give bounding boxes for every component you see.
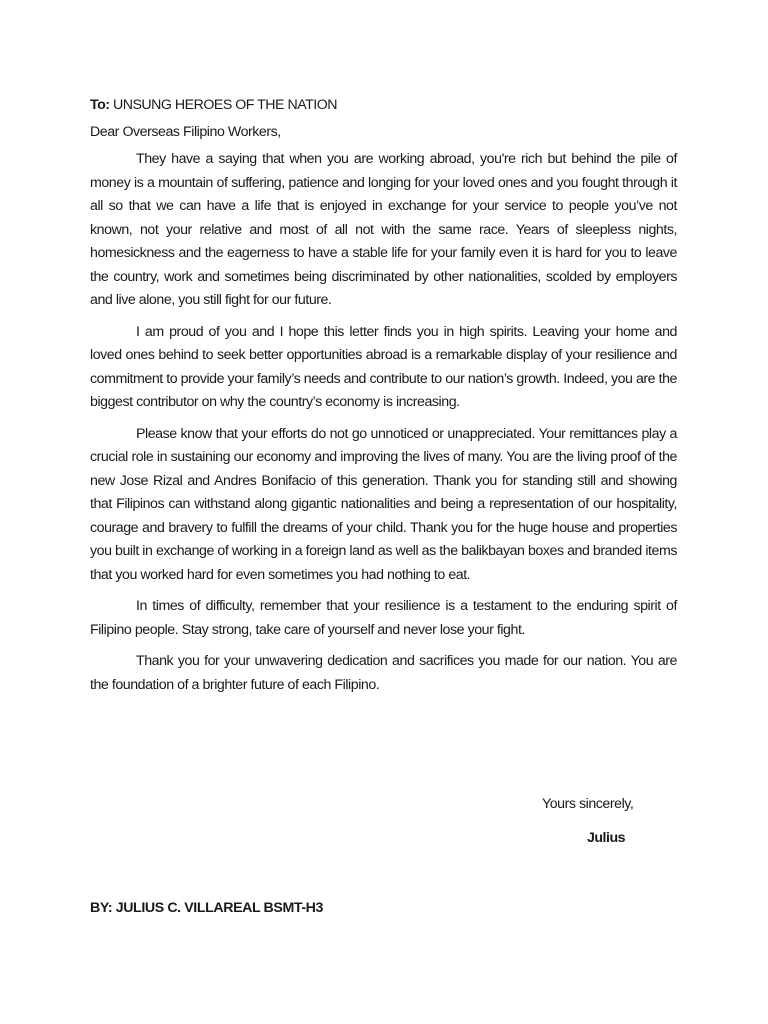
closing-line: Yours sincerely,	[542, 796, 634, 812]
paragraph-4: In times of difficulty, remember that your resilience is a testament to the enduring spirit of Filipino people. Stay strong, take care of yourself and never lose your fight.	[90, 598, 677, 638]
salutation: Dear Overseas Filipino Workers,	[90, 123, 281, 140]
paragraph-5: Thank you for your unwavering dedication and sacrifices you made for our nation. You are the foundation of a brighter future of each Filipino.	[90, 653, 677, 693]
paragraph-2: I am proud of you and I hope this letter finds you in high spirits. Leaving your home and loved ones behind to seek better opportunities abroad is a remarkable display of your resilience and commitment to provide your family’s needs and contribute to our nation’s growth. Indeed, you are the biggest contributor on why the country’s economy is increasing.	[90, 323, 677, 410]
signer-name: Julius	[587, 830, 625, 846]
recipient-line	[90, 94, 677, 118]
recipient-name: UNSUNG HEROES OF THE NATION	[112, 97, 337, 113]
letter-body	[90, 94, 677, 705]
paragraph-3: Please know that your efforts do not go unnoticed or unappreciated. Your remittances play a crucial role in sustaining our economy and improving the lives of many. You are the living proof of the new Jose Rizal and Andres Bonifacio of this generation. Thank you for standing still and showing that Filipinos can withstand along gigantic nationalities and being a representation of our hospitality, courage and bravery to fulfill the dreams of your child. Thank you for the huge house and properties you built in exchange of working in a foreign land as well as the balikbayan boxes and branded items that you worked hard for even sometimes you had nothing to eat.	[90, 425, 677, 583]
author-byline: BY: JULIUS C. VILLAREAL BSMT-H3	[90, 900, 324, 916]
recipient-label: To:	[90, 97, 110, 113]
paragraph-1: They have a saying that when you are working abroad, you're rich but behind the pile of money is a mountain of suffering, patience and longing for your loved ones and you fought through it all so that we can have a life that is enjoyed in exchange for your service to people you’ve not known, not your relative and most of all not with the same race. Years of sleepless nights, homesickness and the eagerness to have a stable life for your family even it is hard for you to leave the country, work and sometimes being discriminated by other nationalities, scolded by employers and live alone, you still fight for our future.	[90, 151, 677, 308]
